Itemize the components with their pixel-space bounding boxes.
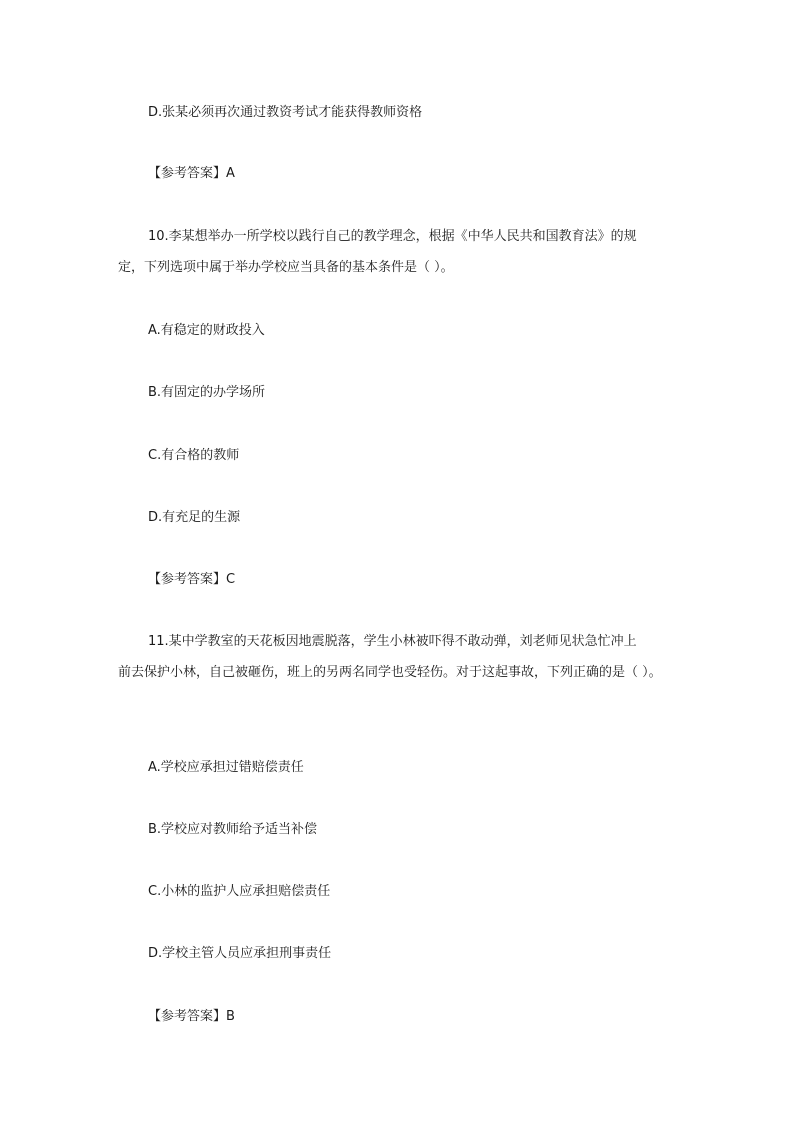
- q11-option-d: D.学校主管人员应承担刑事责任: [148, 946, 332, 961]
- q10-option-b: B.有固定的办学场所: [148, 385, 266, 400]
- q10-stem-line2: 定，下列选项中属于举办学校应当具备的基本条件是（ ）。: [118, 260, 454, 275]
- q11-option-c: C.小林的监护人应承担赔偿责任: [148, 884, 331, 899]
- q11-option-b: B.学校应对教师给予适当补偿: [148, 822, 318, 837]
- q11-answer: 【参考答案】B: [148, 1009, 235, 1024]
- q11-option-a: A.学校应承担过错赔偿责任: [148, 760, 304, 775]
- q11-stem-line1: 11.某中学教室的天花板因地震脱落，学生小林被吓得不敢动弹，刘老师见状急忙冲上: [148, 634, 637, 649]
- q10-option-c: C.有合格的教师: [148, 448, 240, 463]
- q11-stem-line2: 前去保护小林，自己被砸伤，班上的另两名同学也受轻伤。对于这起事故，下列正确的是（ ）。: [118, 665, 662, 680]
- q10-answer: 【参考答案】C: [148, 572, 236, 587]
- q10-stem-line1: 10.李某想举办一所学校以践行自己的教学理念，根据《中华人民共和国教育法》的规: [148, 229, 637, 244]
- prev-option-d: D.张某必须再次通过教资考试才能获得教师资格: [148, 105, 423, 120]
- prev-answer: 【参考答案】A: [148, 166, 235, 181]
- q10-option-d: D.有充足的生源: [148, 510, 241, 525]
- q10-option-a: A.有稳定的财政投入: [148, 323, 265, 338]
